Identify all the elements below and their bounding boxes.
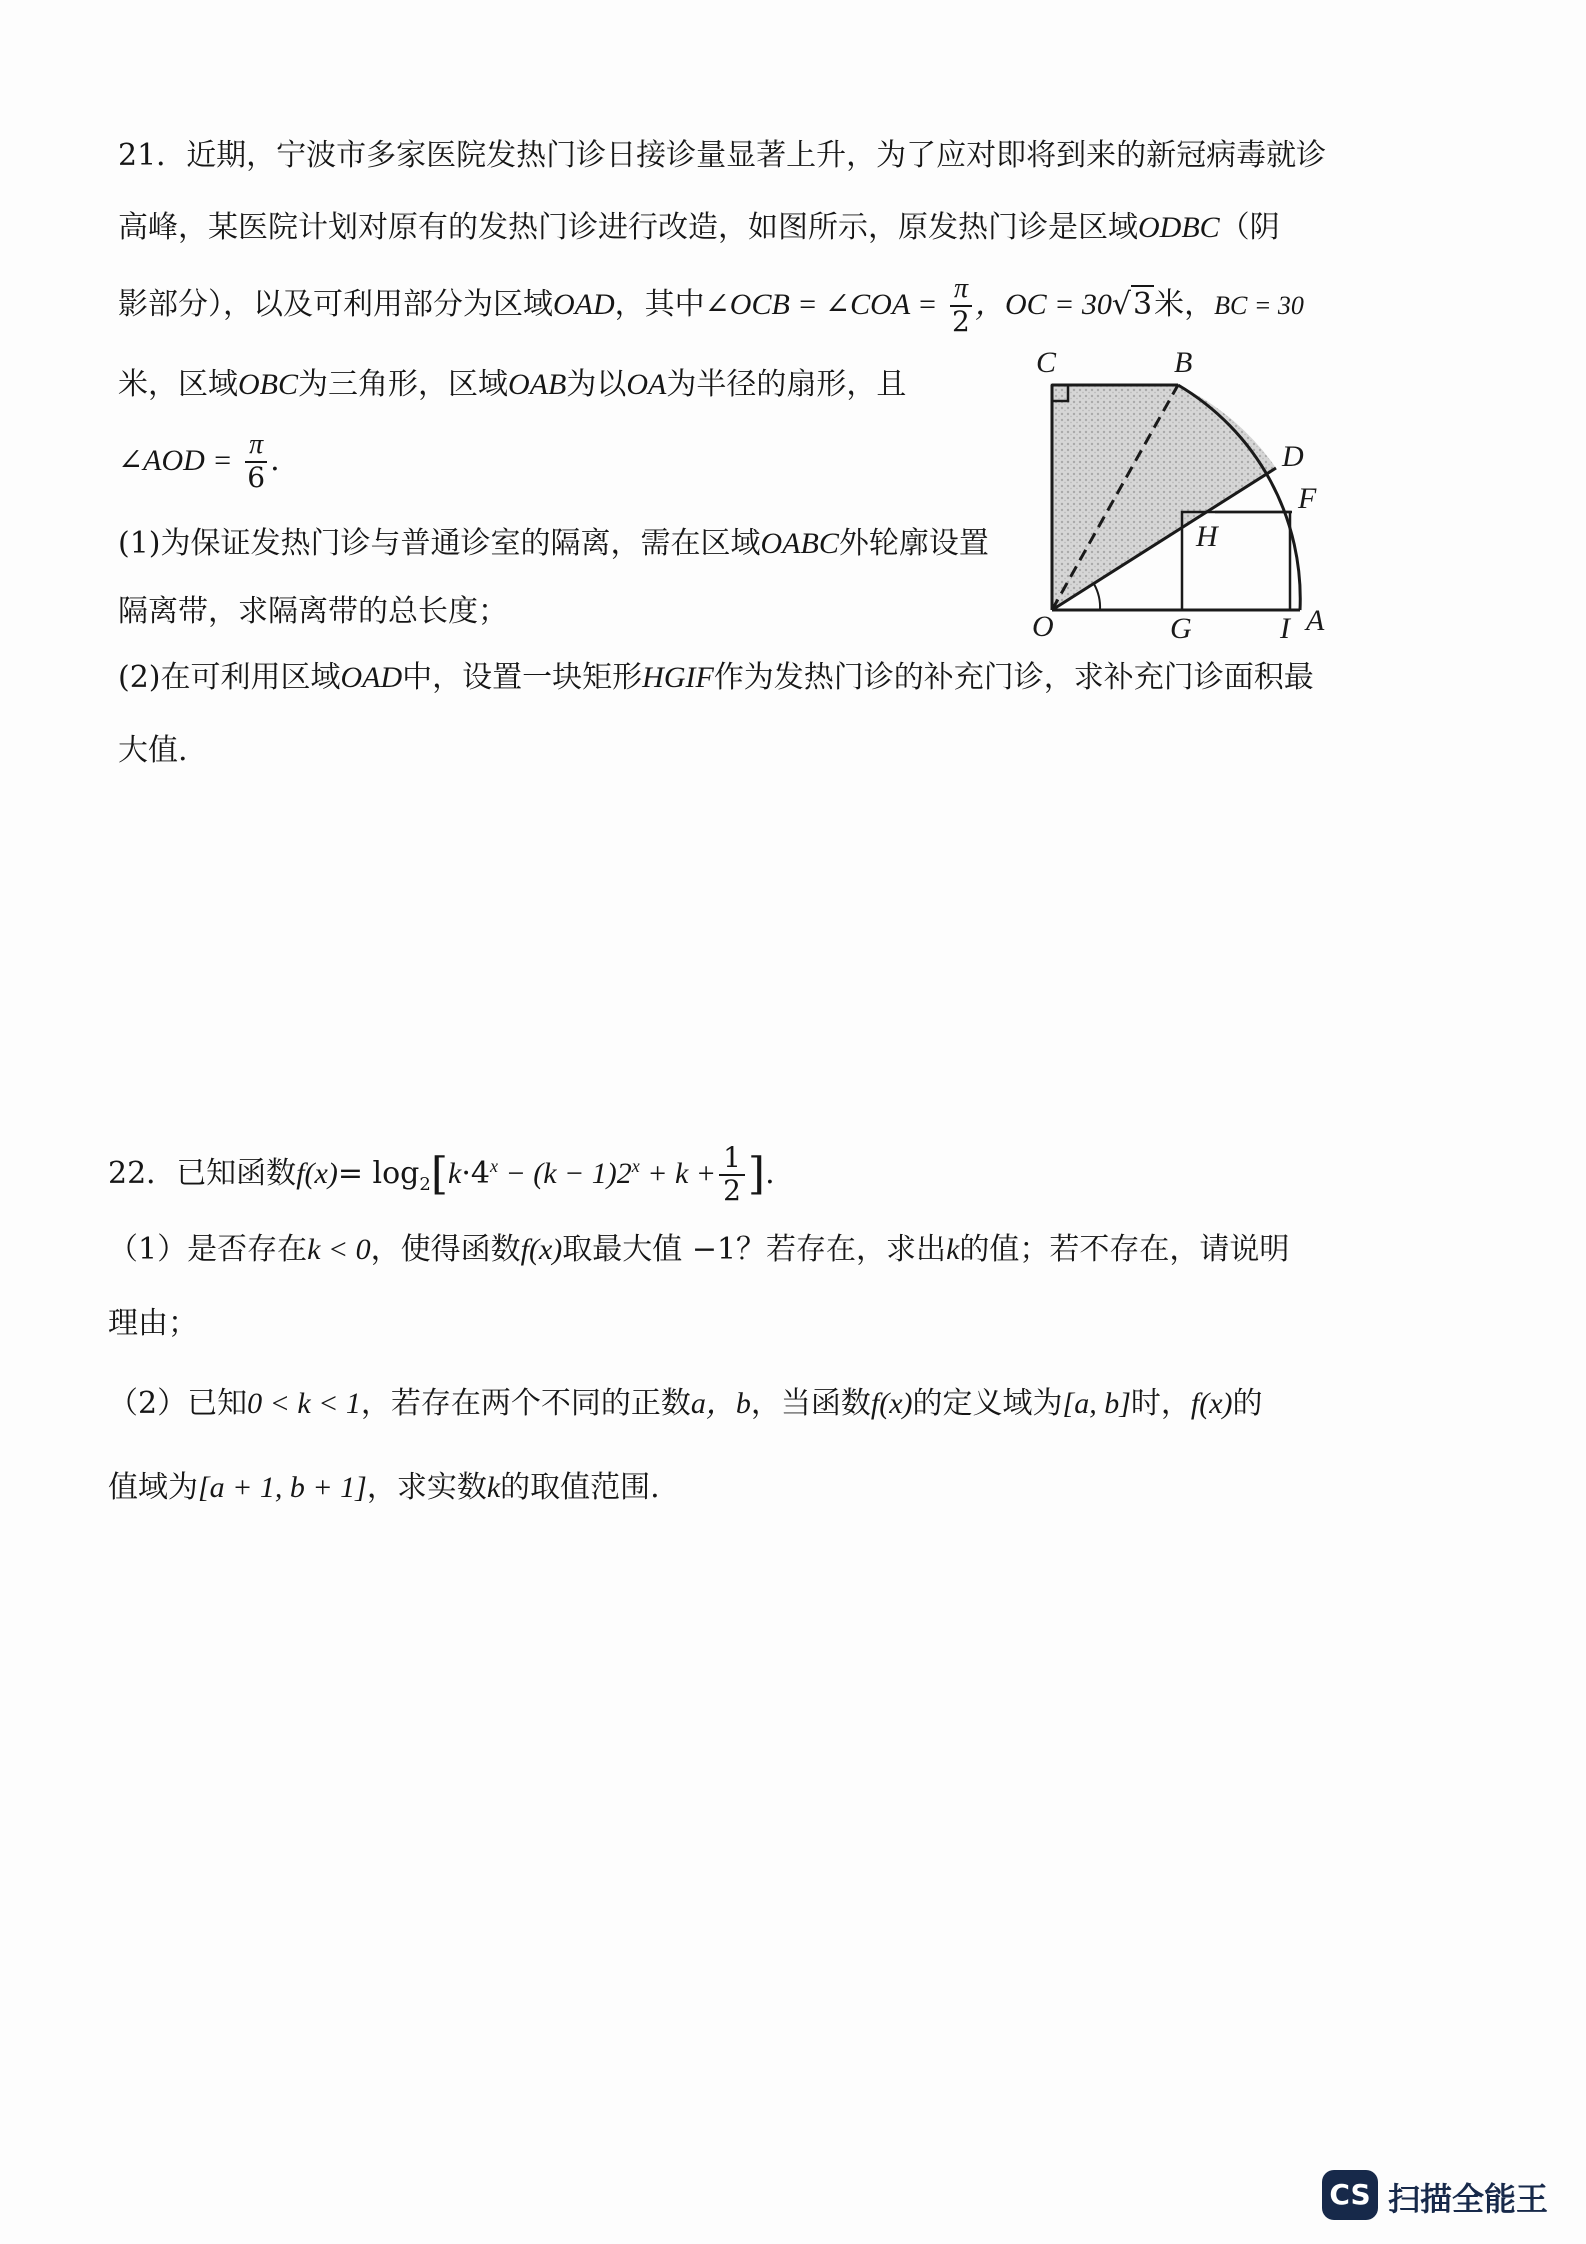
label-c: C [1036,346,1057,379]
scanner-logo [1322,2170,1562,2220]
fraction-pi-over-6: $\frac{\pi}{6}$ [245,430,267,494]
fraction-one-half: $\frac{1}{2}$ [719,1143,745,1207]
q22-number: 22． [108,1155,177,1191]
q21-line-3: 影部分），以及可利用部分为区域OAD，其中∠OCB = ∠COA = $\frac{\pi}{2}$ ，OC = 30√3米，BC = 30 [118,273,1304,338]
q22-part1-line-1: （1）是否存在k < 0，使得函数f(x)取最大值 −1？若存在，求出k的值；若不存在，请说明 [108,1232,1290,1267]
sector-diagram [1030,340,1350,640]
q21-number: 21． [118,138,187,173]
bracket-open: [ [430,1148,448,1200]
q22-part2-line-1: （2）已知0 < k < 1，若存在两个不同的正数a，b，当函数f(x)的定义域为[a, b]时，f(x)的 [108,1386,1263,1421]
label-d: D [1282,440,1304,473]
q21-part2-line-2: 大值. [118,733,188,768]
label-a: A [1306,604,1325,637]
q22-line-1: 22．已知函数$f(x)= \log_2[k\cdot 4^x - (k - 1)2^x + k$ + $\frac{1}{2}$ ]. [108,1141,775,1207]
shaded-region-odbc [1052,385,1276,610]
q21-part1-line-1: (1)为保证发热门诊与普通诊室的隔离，需在区域OABC外轮廓设置 [118,526,989,561]
q21-line-1: 21．近期，宁波市多家医院发热门诊日接诊量显著上升，为了应对即将到来的新冠病毒就诊 [118,138,1327,173]
label-b: B [1174,346,1193,379]
q22-part2-line-2: 值域为[a + 1, b + 1]，求实数k的取值范围. [108,1470,660,1505]
cs-badge-icon: CS [1322,2170,1378,2220]
q21-line-2: 高峰，某医院计划对原有的发热门诊进行改造，如图所示，原发热门诊是区域ODBC（阴 [118,210,1280,245]
sqrt-symbol: √ [1111,286,1132,322]
q21-line-4: 米，区域OBC为三角形，区域OAB为以OA为半径的扇形，且 [118,367,907,402]
q21-line-5: ∠AOD = $\frac{\pi}{6}$ . [118,429,280,494]
fraction-pi-over-2: $\frac{\pi}{2}$ [950,274,972,338]
scanner-logo-text: 扫描全能王 [1388,2180,1549,2218]
label-i: I [1280,612,1290,640]
q21-part1-line-2: 隔离带，求隔离带的总长度； [118,594,508,629]
q21-part2-line-1: (2)在可利用区域OAD中，设置一块矩形HGIF作为发热门诊的补充门诊，求补充门诊面积最 [118,660,1314,695]
label-o: O [1032,610,1054,640]
q22-part1-line-2: 理由； [108,1306,198,1341]
label-g: G [1170,612,1192,640]
label-h: H [1196,520,1218,553]
bracket-close: ] [747,1148,766,1200]
angle-arc-o [1094,584,1100,610]
label-f: F [1298,482,1317,515]
